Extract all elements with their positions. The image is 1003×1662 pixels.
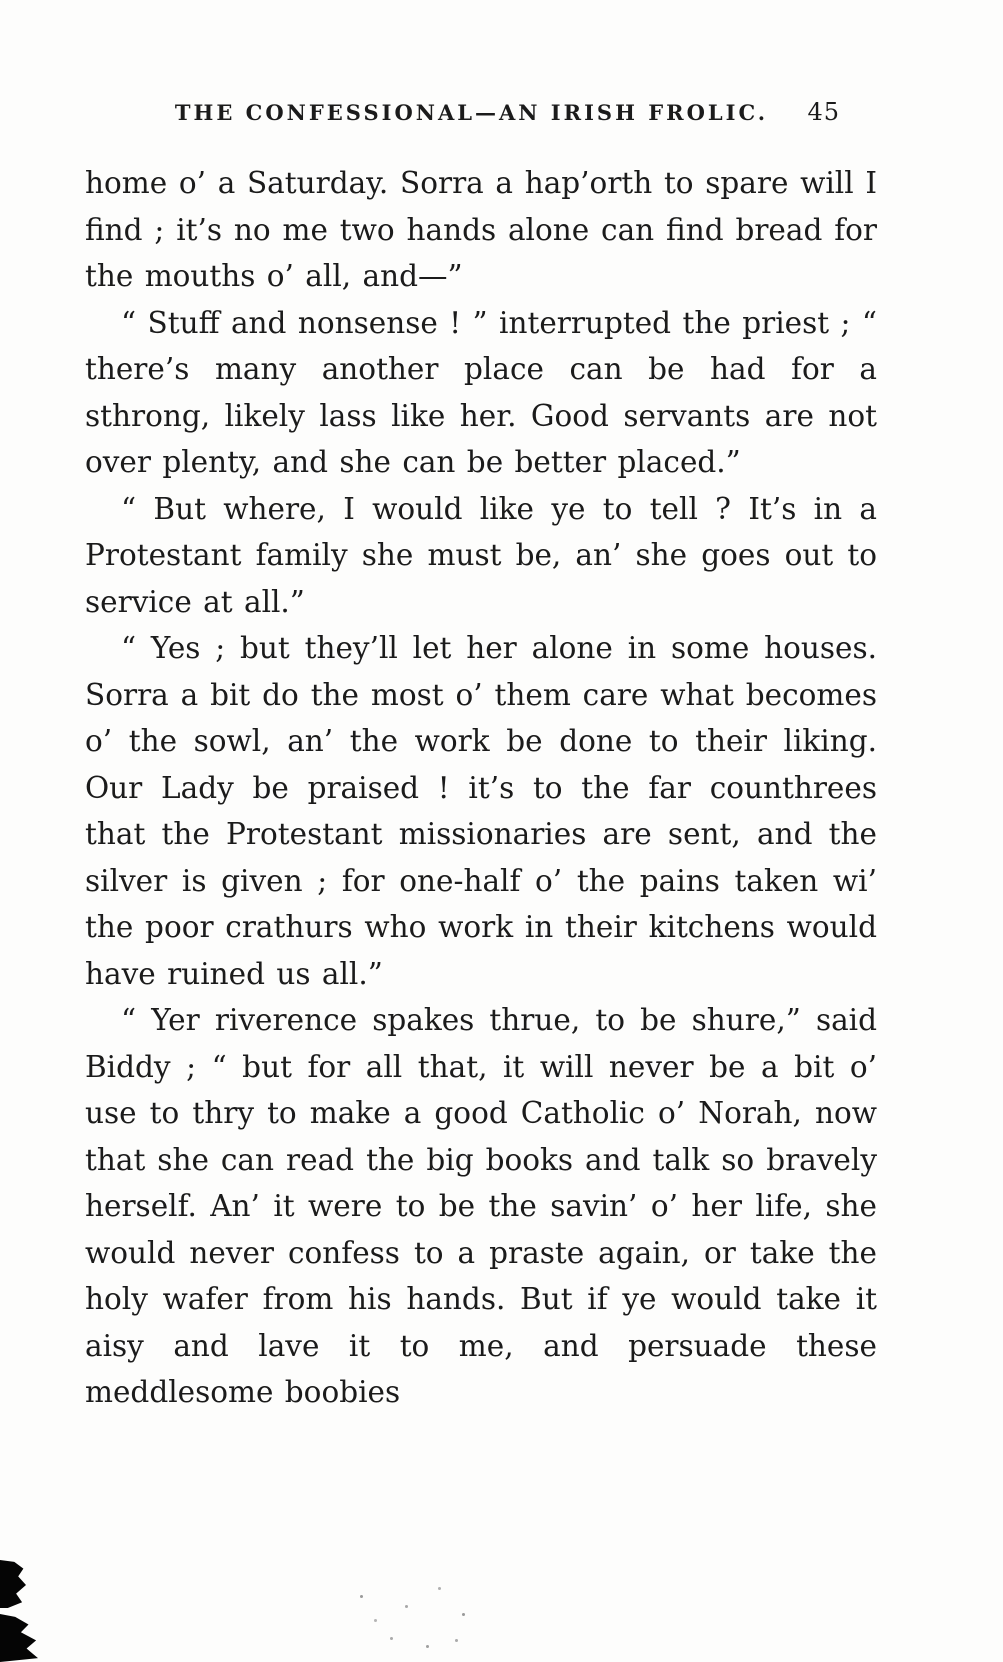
paragraph: “ Yes ; but they’ll let her alone in some houses. Sorra a bit do the most o’ them care what becomes o’ the sowl, an’ the work be done to their liking. Our Lady be praised ! it’s to the far counthrees that the Protestant missionaries are sent, and the silver is given ; for one-half o’ the pains taken wi’ the poor crathurs who work in their kitchens would have ruined us all.” bbox=[85, 631, 877, 991]
page-body bbox=[85, 160, 877, 1416]
ink-blot-artifact bbox=[0, 1614, 38, 1662]
paragraph: “ But where, I would like ye to tell ? It’s in a Protestant family she must be, an’ she goes out to service at all.” bbox=[85, 491, 877, 619]
paragraph: home o’ a Saturday. Sorra a hap’orth to spare will I find ; it’s no me two hands alone can find bread for the mouths o’ all, and—” bbox=[85, 166, 877, 293]
running-header bbox=[85, 100, 918, 134]
paragraph: “ Yer riverence spakes thrue, to be shure,” said Biddy ; “ but for all that, it will never be a bit o’ use to thry to make a good Catholic o’ Norah, now that she can read the big books and talk so bravely herself. An’ it were to be the savin’ o’ her life, she would never confess to a praste again, or take the holy wafer from his hands. But if ye would take it aisy and lave it to me, and persuade these meddlesome boobies bbox=[85, 1003, 877, 1409]
scan-speckles-artifact bbox=[360, 1595, 363, 1598]
header-title: THE CONFESSIONAL—AN IRISH FROLIC. bbox=[174, 100, 769, 125]
ink-blot-artifact bbox=[0, 1560, 26, 1608]
page-number: 45 bbox=[807, 98, 840, 126]
paragraph: “ Stuff and nonsense ! ” interrupted the priest ; “ there’s many another place can be had for a sthrong, likely lass like her. Good servants are not over plenty, and she can be better placed.” bbox=[85, 305, 877, 479]
